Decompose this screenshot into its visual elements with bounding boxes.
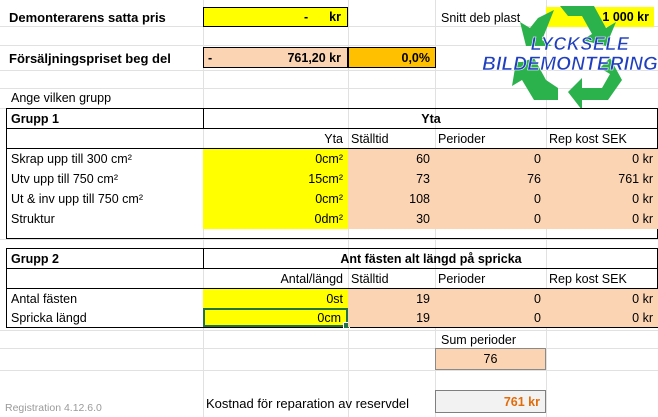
- sales-price-field: [203, 47, 348, 68]
- group2-header-periods: Perioder: [438, 271, 486, 286]
- group1-row-cost: 761 kr: [546, 169, 658, 189]
- group2-row-value-input[interactable]: 0st: [203, 289, 348, 308]
- group1-row-cost: 0 kr: [546, 209, 658, 229]
- group1-row-periods: 76: [435, 169, 546, 189]
- group1-row-label: Struktur: [11, 212, 55, 226]
- group2-row-cost: 0 kr: [546, 308, 658, 327]
- group1-row-label: Skrap upp till 300 cm²: [11, 152, 132, 166]
- group1-row-value-input[interactable]: 0cm²: [203, 189, 348, 209]
- group1-row-value-input[interactable]: 0dm²: [203, 209, 348, 229]
- group1-row-cost: 0 kr: [546, 189, 658, 209]
- logo-line1: LYCKSELE: [530, 34, 630, 54]
- group1-row-setup: 60: [348, 149, 435, 169]
- group1-section: Yta: [421, 111, 441, 126]
- group1-row-value-input[interactable]: 15cm²: [203, 169, 348, 189]
- group1-row-setup: 73: [348, 169, 435, 189]
- group1-title: Grupp 1: [11, 111, 59, 126]
- group2-row-periods: 0: [435, 289, 546, 308]
- group-prompt: Ange vilken grupp: [11, 91, 112, 105]
- group1-row-periods: 0: [435, 209, 546, 229]
- group2-row-periods: 0: [435, 308, 546, 327]
- group1-row-periods: 0: [435, 149, 546, 169]
- group2-row-label: Spricka längd: [11, 310, 87, 325]
- sales-price-dash: -: [208, 50, 213, 65]
- sales-price-label: Försäljningspriset beg del: [9, 51, 171, 66]
- group1-row-cost: 0 kr: [546, 149, 658, 169]
- group1-row-label: Utv upp till 750 cm²: [11, 172, 118, 186]
- repair-cost-label: Kostnad för reparation av reservdel: [206, 395, 410, 411]
- group2-header-amount: Antal/längd: [280, 271, 343, 286]
- group2-header-setup: Ställtid: [351, 271, 389, 286]
- group2-title: Grupp 2: [11, 251, 59, 266]
- sum-periods-label: Sum perioder: [441, 332, 517, 347]
- group1-header-cost: Rep kost SEK: [549, 131, 627, 146]
- group2-header-cost: Rep kost SEK: [549, 271, 627, 286]
- registration-version: Registration 4.12.6.0: [5, 401, 102, 414]
- group2-row-value-input-selected[interactable]: 0cm: [203, 308, 348, 327]
- logo-line2: BILDEMONTERING: [482, 54, 658, 75]
- dismantler-price-field[interactable]: [203, 7, 348, 27]
- dismantler-price-unit: kr: [329, 10, 341, 24]
- repair-cost-value: 761 kr: [435, 390, 546, 413]
- dismantler-price-dash: -: [304, 10, 309, 24]
- group2-row-label: Antal fästen: [11, 291, 78, 306]
- group2-row-setup: 19: [348, 308, 435, 327]
- group1-row-label: Ut & inv upp till 750 cm²: [11, 192, 143, 206]
- group1-row-setup: 108: [348, 189, 435, 209]
- group1-row-setup: 30: [348, 209, 435, 229]
- group1-header-setup: Ställtid: [351, 131, 389, 146]
- dismantler-price-label: Demonterarens satta pris: [9, 9, 166, 25]
- group1-header-yta: Yta: [324, 131, 343, 146]
- lycksele-logo: [482, 0, 658, 108]
- group1-row-value-input[interactable]: 0cm²: [203, 149, 348, 169]
- group2-row-cost: 0 kr: [546, 289, 658, 308]
- group2-row-setup: 19: [348, 289, 435, 308]
- group1-row-periods: 0: [435, 189, 546, 209]
- group1-header-periods: Perioder: [438, 131, 486, 146]
- group2-section: Ant fästen alt längd på spricka: [340, 251, 522, 266]
- sales-percent: 0,0%: [348, 47, 436, 68]
- sum-periods-value: 76: [435, 348, 546, 370]
- avg-plastic-label: Snitt deb plast: [441, 11, 521, 25]
- avg-plastic-value: 1 000 kr: [546, 7, 654, 27]
- sales-price-value: 761,20 kr: [287, 50, 341, 65]
